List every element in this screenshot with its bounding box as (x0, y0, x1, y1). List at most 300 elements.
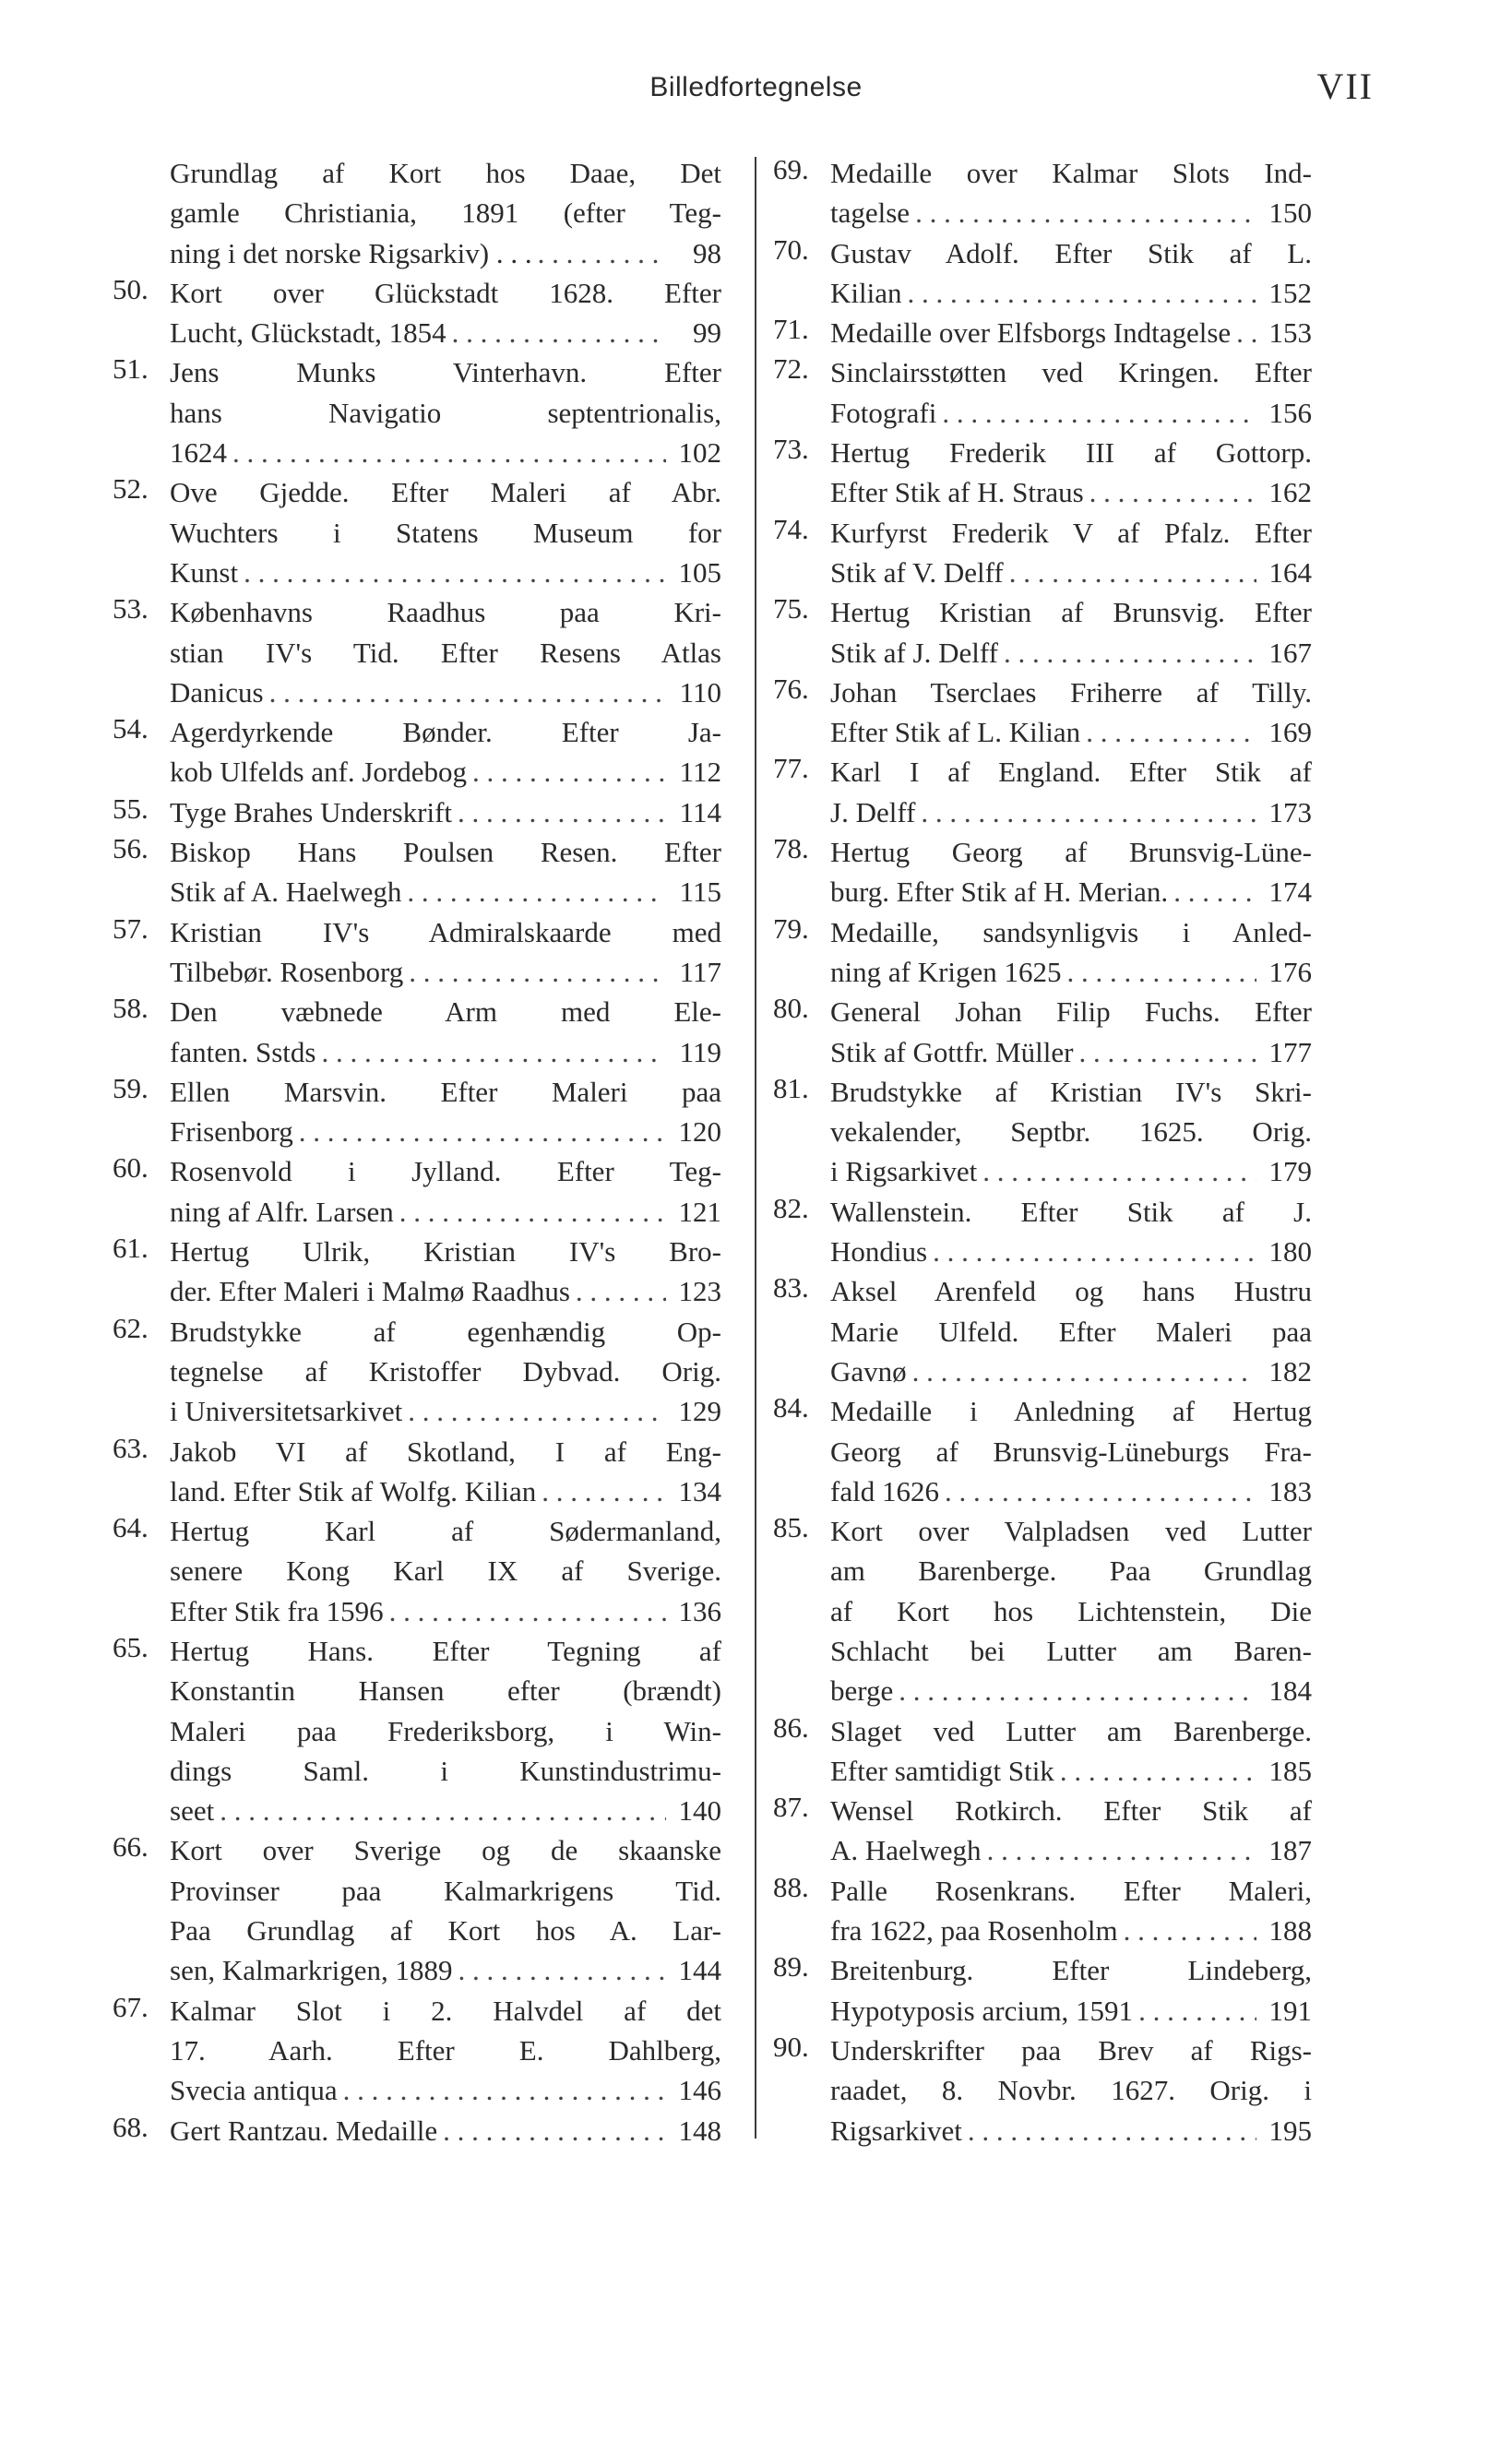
entry-number: 67. (113, 1990, 149, 2023)
entry-line: Frisenborg (170, 1115, 293, 1149)
entry-number: 56. (113, 832, 149, 865)
entry-number: 89. (773, 1950, 809, 1983)
leader-dots (921, 792, 1256, 832)
entry-last-line (830, 1830, 1312, 1870)
entry-last-line (170, 233, 721, 273)
index-entry (113, 153, 721, 273)
entry-line: land. Efter Stik af Wolfg. Kilian (170, 1474, 537, 1507)
entry-line: Provinser paa Kalmarkrigens Tid. (170, 1874, 721, 1907)
entry-page: 174 (1268, 876, 1312, 909)
entry-last-line (830, 393, 1312, 433)
index-entry (113, 472, 721, 592)
entry-line: Danicus (170, 675, 264, 709)
entry-number: 84. (773, 1391, 809, 1424)
index-entry (113, 1511, 721, 1631)
entry-line: der. Efter Maleri i Malmø Raadhus (170, 1275, 570, 1308)
entry-line: kob Ulfelds anf. Jordebog (170, 756, 467, 789)
entry-last-line (830, 1032, 1312, 1072)
index-entry (773, 2031, 1312, 2150)
index-entry (773, 1791, 1312, 1871)
entry-number: 85. (773, 1511, 809, 1544)
entry-last-line (170, 792, 721, 832)
leader-dots (1067, 952, 1256, 992)
entry-last-line (170, 673, 721, 712)
leader-dots (299, 1112, 666, 1151)
entry-page: 187 (1268, 1834, 1312, 1867)
entry-line: Hertug Frederik III af Gottorp. (830, 436, 1312, 470)
leader-dots (1009, 553, 1256, 592)
entry-line: Efter Stik fra 1596 (170, 1594, 384, 1627)
entry-line: Palle Rosenkrans. Efter Maleri, (830, 1874, 1312, 1907)
leader-dots (343, 2070, 666, 2110)
right-column (773, 153, 1312, 2150)
index-entry (113, 912, 721, 993)
entry-page: 134 (678, 1474, 721, 1507)
entry-line: General Johan Filip Fuchs. Efter (830, 995, 1312, 1029)
leader-dots (933, 1232, 1256, 1271)
entry-page: 117 (679, 955, 721, 988)
index-entry (113, 712, 721, 792)
entry-page: 191 (1268, 1994, 1312, 2027)
left-column (113, 153, 721, 2150)
entry-line: Schlacht bei Lutter am Baren- (830, 1634, 1312, 1667)
index-entry (773, 1391, 1312, 1511)
entry-page: 121 (678, 1195, 721, 1228)
entry-number: 62. (113, 1311, 149, 1344)
entry-line: Georg af Brunsvig-Lüneburgs Fra- (830, 1435, 1312, 1468)
entry-line: Underskrifter paa Brev af Rigs- (830, 2033, 1312, 2067)
entry-number: 90. (773, 2030, 809, 2063)
index-entry (113, 1631, 721, 1830)
leader-dots (987, 1830, 1256, 1870)
entry-line: Stik af A. Haelwegh (170, 876, 402, 909)
entry-page: 120 (678, 1115, 721, 1149)
entry-last-line (830, 1471, 1312, 1511)
index-entry (773, 433, 1312, 513)
entry-last-line (830, 1991, 1312, 2031)
leader-dots (269, 673, 666, 712)
entry-page: 188 (1268, 1914, 1312, 1948)
entry-line: 17. Aarh. Efter E. Dahlberg, (170, 2033, 721, 2067)
entry-line: ning i det norske Rigsarkiv) . . . (170, 236, 532, 269)
entry-last-line (170, 2111, 721, 2150)
entry-line: Aksel Arenfeld og hans Hustru (830, 1275, 1312, 1308)
entry-line: Sinclairsstøtten ved Kringen. Efter (830, 356, 1312, 389)
entry-page: 185 (1268, 1754, 1312, 1787)
entry-number: 54. (113, 712, 149, 745)
entry-number: 59. (113, 1071, 149, 1104)
entry-last-line (170, 1791, 721, 1830)
entry-page: 99 (693, 316, 721, 350)
entry-line: Konstantin Hansen efter (brændt) (170, 1674, 721, 1708)
index-entry (773, 352, 1312, 433)
entry-line: berge (830, 1674, 894, 1708)
index-entry (773, 992, 1312, 1072)
entry-number: 53. (113, 592, 149, 625)
entry-number: 63. (113, 1431, 149, 1464)
entry-line: stian IV's Tid. Efter Resens Atlas (170, 636, 721, 669)
entry-line: Brudstykke af egenhændig Op- (170, 1315, 721, 1348)
entry-line: Rosenvold i Jylland. Efter Teg- (170, 1155, 721, 1188)
entry-last-line (170, 313, 721, 352)
index-entry (113, 352, 721, 472)
index-entry (773, 1950, 1312, 2031)
entry-number: 79. (773, 911, 809, 945)
entry-page: 180 (1268, 1235, 1312, 1269)
entry-number: 69. (773, 153, 809, 185)
leader-dots (399, 1192, 666, 1232)
entry-line: Gavnø (830, 1354, 907, 1388)
leader-dots (1089, 472, 1256, 512)
entry-number: 87. (773, 1791, 809, 1824)
entry-line: Tilbebør. Rosenborg (170, 955, 404, 988)
entry-line: Kort over Valpladsen ved Lutter (830, 1515, 1312, 1548)
leader-dots (945, 1471, 1256, 1511)
index-entry (773, 1511, 1312, 1710)
leader-dots (908, 273, 1257, 313)
entry-page: 153 (1268, 316, 1312, 350)
entry-page: 162 (1268, 476, 1312, 509)
entry-page: 144 (678, 1954, 721, 1987)
entry-last-line (830, 792, 1312, 832)
entry-last-line (170, 952, 721, 992)
entry-line: Kurfyrst Frederik V af Pfalz. Efter (830, 516, 1312, 549)
index-entry (773, 832, 1312, 912)
index-entry (773, 752, 1312, 832)
entry-page: 114 (679, 795, 721, 828)
entry-line: Kristian IV's Admiralskaarde med (170, 915, 721, 948)
leader-dots (912, 1352, 1256, 1391)
entry-line: Slaget ved Lutter am Barenberge. (830, 1714, 1312, 1747)
entry-number: 61. (113, 1232, 149, 1265)
entry-number: 78. (773, 832, 809, 865)
entry-line: Kilian (830, 276, 902, 309)
entry-number: 52. (113, 472, 149, 506)
leader-dots (409, 952, 666, 992)
entry-line: Jakob VI af Skotland, I af Eng- (170, 1435, 721, 1468)
leader-dots (458, 1950, 666, 1990)
entry-line: Breitenburg. Efter Lindeberg, (830, 1954, 1312, 1987)
entry-line: raadet, 8. Novbr. 1627. Orig. i (830, 2074, 1312, 2107)
index-entry (113, 1151, 721, 1232)
leader-dots (389, 1591, 666, 1631)
entry-last-line (830, 553, 1312, 592)
entry-last-line (170, 1192, 721, 1232)
entry-line: seet (170, 1794, 215, 1828)
entry-number: 50. (113, 272, 149, 305)
entry-page: 140 (678, 1794, 721, 1828)
entry-line: tagelse (830, 197, 911, 230)
entry-line: Johan Tserclaes Friherre af Tilly. (830, 675, 1312, 709)
leader-dots (1236, 313, 1256, 352)
entry-line: fald 1626 (830, 1474, 939, 1507)
entry-page: 152 (1268, 276, 1312, 309)
entry-number: 57. (113, 911, 149, 945)
entry-page: 184 (1268, 1674, 1312, 1708)
entry-line: Wensel Rotkirch. Efter Stik af (830, 1794, 1312, 1828)
index-entry (113, 1312, 721, 1432)
entry-number: 77. (773, 752, 809, 785)
entry-number: 72. (773, 352, 809, 386)
entry-number: 80. (773, 992, 809, 1025)
entry-line: Kort over Glückstadt 1628. Efter (170, 276, 721, 309)
index-entry (113, 1830, 721, 1990)
entry-line: Ellen Marsvin. Efter Maleri paa (170, 1075, 721, 1108)
entry-line: Brudstykke af Kristian IV's Skri- (830, 1075, 1312, 1108)
leader-dots (1124, 1911, 1256, 1950)
entry-page: 105 (678, 555, 721, 589)
entry-line: am Barenberge. Paa Grundlag (830, 1555, 1312, 1588)
entry-last-line (830, 872, 1312, 911)
entry-page: 183 (1268, 1474, 1312, 1507)
entry-line: gamle Christiania, 1891 (efter Teg- (170, 197, 721, 230)
entry-line: sen, Kalmarkrigen, 1889 (170, 1954, 453, 1987)
entry-page: 110 (679, 675, 721, 709)
entry-page: 98 (693, 236, 721, 269)
entry-page: 173 (1268, 795, 1312, 828)
entry-line: Stik af J. Delff (830, 636, 998, 669)
entry-last-line (830, 1151, 1312, 1191)
entry-last-line (170, 2070, 721, 2110)
entry-number: 65. (113, 1630, 149, 1663)
entry-last-line (170, 1591, 721, 1631)
entry-last-line (830, 2111, 1312, 2150)
entry-page: 123 (678, 1275, 721, 1308)
entry-last-line (170, 872, 721, 911)
page-number: VII (1316, 66, 1374, 107)
leader-dots (542, 1471, 666, 1511)
entry-number: 83. (773, 1271, 809, 1304)
leader-dots (942, 393, 1256, 433)
entry-line: Marie Ulfeld. Efter Maleri paa (830, 1315, 1312, 1348)
entry-last-line (170, 1032, 721, 1072)
entry-number: 73. (773, 433, 809, 466)
leader-dots (321, 1032, 666, 1072)
entry-line: Kalmar Slot i 2. Halvdel af det (170, 1994, 721, 2027)
entry-number: 64. (113, 1511, 149, 1544)
index-entry (113, 592, 721, 712)
leader-dots (232, 433, 666, 472)
entry-line: Tyge Brahes Underskrift (170, 795, 453, 828)
entry-line: Kunst (170, 555, 239, 589)
entry-number: 70. (773, 232, 809, 266)
entry-line: 1624 (170, 436, 227, 470)
entry-line: Efter Stik af L. Kilian (830, 716, 1081, 749)
entry-line: senere Kong Karl IX af Sverige. (170, 1555, 721, 1588)
leader-dots (1138, 1991, 1256, 2031)
entry-line: Hertug Karl af Sødermanland, (170, 1515, 721, 1548)
index-entry (773, 1271, 1312, 1391)
entry-last-line (170, 752, 721, 792)
entry-line: Københavns Raadhus paa Kri- (170, 596, 721, 629)
leader-dots (408, 1391, 666, 1431)
entry-last-line (170, 1950, 721, 1990)
entry-line: Maleri paa Frederiksborg, i Win- (170, 1714, 721, 1747)
index-entry (773, 1192, 1312, 1272)
entry-line: Medaille over Kalmar Slots Ind- (830, 157, 1312, 189)
leader-dots (452, 313, 666, 352)
leader-dots (1004, 633, 1256, 673)
leader-dots (1078, 1032, 1256, 1072)
index-entry (773, 592, 1312, 673)
entry-number: 81. (773, 1071, 809, 1104)
entry-last-line (830, 1751, 1312, 1791)
entry-line: Den væbnede Arm med Ele- (170, 995, 721, 1029)
entry-line: fanten. Sstds (170, 1035, 316, 1068)
entry-line: A. Haelwegh (830, 1834, 982, 1867)
entry-number: 75. (773, 592, 809, 625)
entry-line: Karl I af England. Efter Stik af (830, 756, 1312, 789)
entry-page: 129 (678, 1395, 721, 1428)
entry-page: 136 (678, 1594, 721, 1627)
index-entry (773, 513, 1312, 593)
entry-page: 102 (678, 436, 721, 470)
leader-dots (1086, 712, 1256, 752)
leader-dots (1173, 872, 1256, 911)
entry-line: Hertug Kristian af Brunsvig. Efter (830, 596, 1312, 629)
index-entry (113, 792, 721, 832)
leader-dots (220, 1791, 666, 1830)
entry-line: ning af Krigen 1625 (830, 955, 1062, 988)
entry-last-line (830, 1232, 1312, 1271)
entry-page: 167 (1268, 636, 1312, 669)
index-entry (113, 1432, 721, 1512)
column-divider (755, 157, 756, 2138)
entry-line: Hondius (830, 1235, 928, 1269)
entry-page: 146 (678, 2074, 721, 2107)
entry-line: Wuchters i Statens Museum for (170, 516, 721, 549)
leader-dots (1060, 1751, 1256, 1791)
index-entry (113, 1991, 721, 2111)
entry-page: 177 (1268, 1035, 1312, 1068)
entry-number: 82. (773, 1191, 809, 1224)
entry-line: Medaille over Elfsborgs Indtagelse (830, 316, 1232, 350)
entry-number: 71. (773, 313, 809, 346)
index-entry (113, 1232, 721, 1312)
entry-number: 68. (113, 2110, 149, 2143)
entry-last-line (830, 313, 1312, 352)
leader-dots (244, 553, 666, 592)
entry-last-line (830, 633, 1312, 673)
entry-page: 119 (679, 1035, 721, 1068)
entry-last-line (830, 1911, 1312, 1950)
leader-dots (576, 1271, 666, 1311)
entry-number: 86. (773, 1710, 809, 1744)
entry-last-line (830, 1671, 1312, 1710)
entry-line: Jens Munks Vinterhavn. Efter (170, 356, 721, 389)
index-entry (773, 313, 1312, 352)
entry-line: Medaille, sandsynligvis i Anled- (830, 915, 1312, 948)
entry-line: fra 1622, paa Rosenholm (830, 1914, 1118, 1948)
running-title: Billedfortegnelse (649, 72, 863, 102)
entry-page: 148 (678, 2114, 721, 2147)
entry-line: af Kort hos Lichtenstein, Die (830, 1594, 1312, 1627)
index-entry (113, 1072, 721, 1152)
entry-line: Rigsarkivet (830, 2114, 962, 2147)
entry-line: Hertug Hans. Efter Tegning af (170, 1634, 721, 1667)
entry-line: tegnelse af Kristoffer Dybvad. Orig. (170, 1354, 721, 1388)
entry-page: 179 (1268, 1155, 1312, 1188)
entry-line: Grundlag af Kort hos Daae, Det (170, 157, 721, 189)
leader-dots (538, 233, 666, 273)
entry-last-line (170, 553, 721, 592)
index-entry (773, 1711, 1312, 1792)
entry-last-line (170, 1471, 721, 1511)
entry-last-line (830, 712, 1312, 752)
entry-line: i Rigsarkivet (830, 1155, 978, 1188)
entry-line: Efter Stik af H. Straus (830, 476, 1084, 509)
entry-line: ning af Alfr. Larsen (170, 1195, 394, 1228)
entry-line: Hertug Georg af Brunsvig-Lüne- (830, 836, 1312, 869)
index-entry (113, 273, 721, 353)
entry-last-line (170, 1112, 721, 1151)
index-entry (773, 912, 1312, 993)
entry-page: 150 (1268, 197, 1312, 230)
entry-page: 182 (1268, 1354, 1312, 1388)
entry-line: Kort over Sverige og de skaanske (170, 1834, 721, 1867)
index-entry (773, 673, 1312, 753)
entry-line: vekalender, Septbr. 1625. Orig. (830, 1115, 1312, 1149)
entry-line: hans Navigatio septentrionalis, (170, 396, 721, 429)
entry-last-line (830, 273, 1312, 313)
entry-page: 176 (1268, 955, 1312, 988)
index-entry (773, 1072, 1312, 1192)
entry-page: 112 (679, 756, 721, 789)
entry-line: Medaille i Anledning af Hertug (830, 1395, 1312, 1428)
entry-line: burg. Efter Stik af H. Merian. (830, 876, 1169, 909)
entry-last-line (170, 1271, 721, 1311)
index-entry (113, 992, 721, 1072)
entry-last-line (830, 952, 1312, 992)
leader-dots (899, 1671, 1256, 1710)
entry-line: Lucht, Glückstadt, 1854 (170, 316, 446, 350)
leader-dots (472, 752, 666, 792)
entry-line: Efter samtidigt Stik (830, 1754, 1054, 1787)
entry-number: 66. (113, 1830, 149, 1864)
index-entry (773, 1871, 1312, 1951)
entry-page: 195 (1268, 2114, 1312, 2147)
entry-page: 169 (1268, 716, 1312, 749)
entry-number: 55. (113, 792, 149, 825)
entry-line: J. Delff (830, 795, 916, 828)
entry-line: Ove Gjedde. Efter Maleri af Abr. (170, 476, 721, 509)
index-entry (113, 2111, 721, 2150)
entry-page: 156 (1268, 396, 1312, 429)
leader-dots (458, 792, 666, 832)
entry-number: 88. (773, 1870, 809, 1903)
entry-number: 58. (113, 992, 149, 1025)
entry-line: Fotografi (830, 396, 937, 429)
entry-page: 164 (1268, 555, 1312, 589)
entry-page: 115 (679, 876, 721, 909)
entry-line: Wallenstein. Efter Stik af J. (830, 1195, 1312, 1228)
entry-line: i Universitetsarkivet (170, 1395, 403, 1428)
entry-line: Biskop Hans Poulsen Resen. Efter (170, 836, 721, 869)
entry-line: Svecia antiqua (170, 2074, 338, 2107)
entry-number: 76. (773, 672, 809, 705)
entry-last-line (170, 1391, 721, 1431)
entry-number: 74. (773, 512, 809, 545)
entry-last-line (830, 472, 1312, 512)
entry-number: 51. (113, 352, 149, 386)
entry-line: Agerdyrkende Bønder. Efter Ja- (170, 716, 721, 749)
index-entry (113, 832, 721, 912)
entry-line: dings Saml. i Kunstindustrimu- (170, 1754, 721, 1787)
entry-last-line (830, 193, 1312, 232)
index-entry (773, 153, 1312, 233)
entry-line: Gert Rantzau. Medaille (170, 2114, 438, 2147)
entry-last-line (830, 1352, 1312, 1391)
